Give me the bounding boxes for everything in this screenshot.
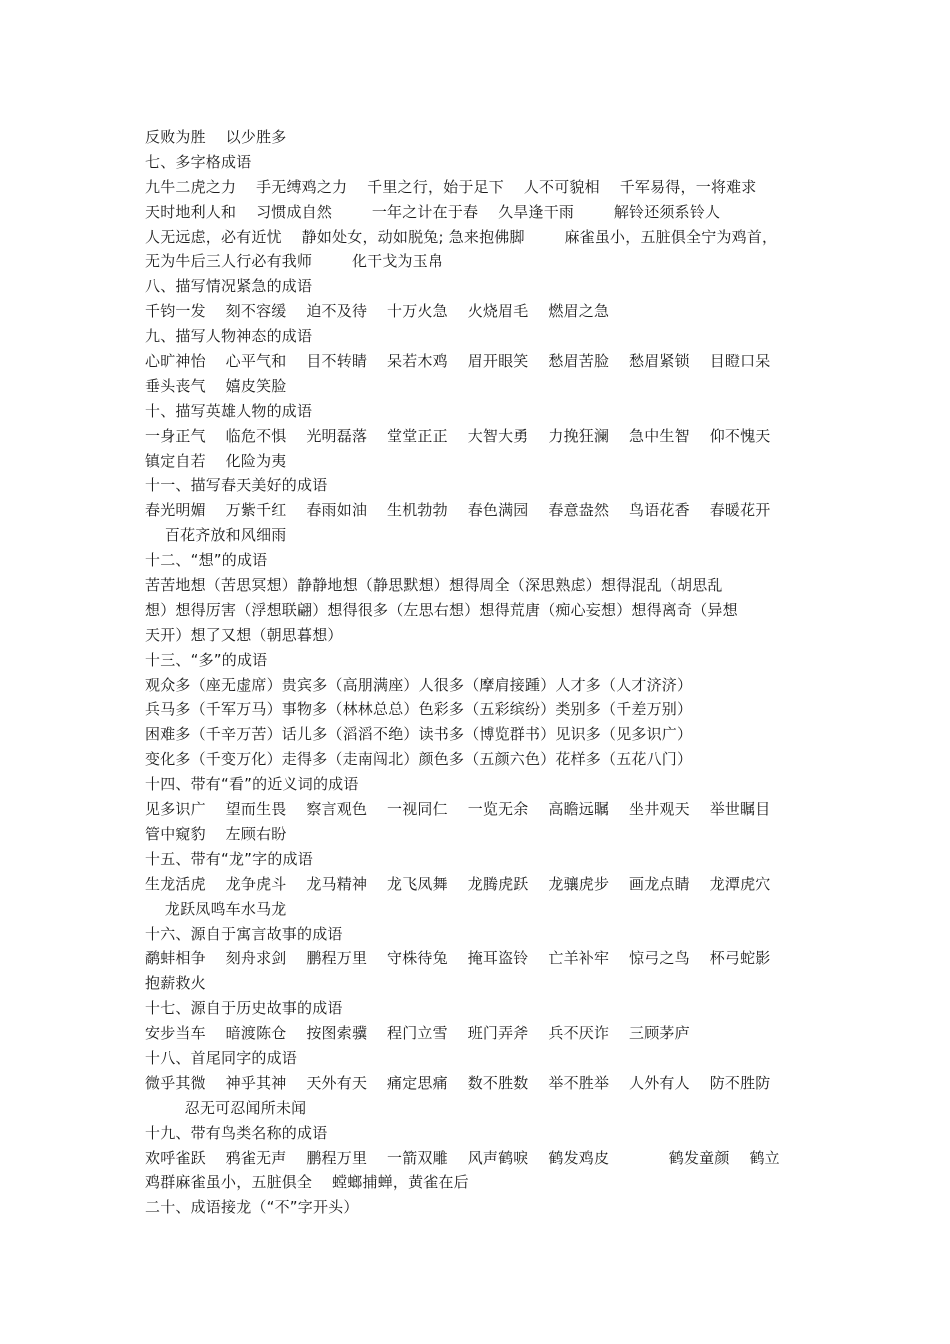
section-heading: 二十、成语接龙（“不”字开头） — [145, 1198, 359, 1217]
text-line: 龙跃凤鸣车水马龙 — [145, 899, 287, 918]
text-line: 垂头丧气 嬉皮笑脸 — [145, 376, 287, 395]
document-body — [145, 125, 835, 1220]
text-line: 想）想得厉害（浮想联翩）想得很多（左思右想）想得荒唐（痴心妄想）想得离奇（异想 — [145, 600, 738, 619]
section-heading: 八、描写情况紧急的成语 — [145, 277, 313, 296]
text-line: 生龙活虎 龙争虎斗 龙马精神 龙飞凤舞 龙腾虎跃 龙骧虎步 画龙点睛 龙潭虎穴 — [145, 874, 771, 893]
text-line: 观众多（座无虚席）贵宾多（高朋满座）人很多（摩肩接踵）人才多（人才济济） — [145, 675, 693, 694]
section-heading: 九、描写人物神态的成语 — [145, 327, 313, 346]
text-line: 管中窥豹 左顾右盼 — [145, 824, 287, 843]
text-line: 安步当车 暗渡陈仓 按图索骥 程门立雪 班门弄斧 兵不厌诈 三顾茅庐 — [145, 1024, 690, 1043]
text-line: 人无远虑，必有近忧 静如处女，动如脱兔; 急来抱佛脚 麻雀虽小，五脏俱全宁为鸡首， — [145, 227, 778, 246]
text-line: 忍无可忍闻所未闻 — [145, 1098, 307, 1117]
text-line: 天时地利人和 习惯成自然 一年之计在于春 久旱逢干雨 解铃还须系铃人 — [145, 202, 721, 221]
text-line: 一身正气 临危不惧 光明磊落 堂堂正正 大智大勇 力挽狂澜 急中生智 仰不愧天 — [145, 426, 771, 445]
text-line: 鹬蚌相争 刻舟求剑 鹏程万里 守株待兔 掩耳盗铃 亡羊补牢 惊弓之鸟 杯弓蛇影 — [145, 949, 771, 968]
text-line: 抱薪救火 — [145, 974, 206, 993]
section-heading: 七、多字格成语 — [145, 152, 252, 171]
section-heading: 十六、源自于寓言故事的成语 — [145, 924, 343, 943]
text-line: 镇定自若 化险为夷 — [145, 451, 287, 470]
text-line: 千钧一发 刻不容缓 迫不及待 十万火急 火烧眉毛 燃眉之急 — [145, 302, 610, 321]
text-line: 困难多（千辛万苦）话儿多（滔滔不绝）读书多（博览群书）见识多（见多识广） — [145, 725, 693, 744]
section-heading: 十八、首尾同字的成语 — [145, 1048, 298, 1067]
text-line: 反败为胜 以少胜多 — [145, 128, 287, 146]
section-heading: 十九、带有鸟类名称的成语 — [145, 1123, 328, 1142]
text-line: 九牛二虎之力 手无缚鸡之力 千里之行，始于足下 人不可貌相 千军易得，一将难求 — [145, 177, 757, 196]
section-heading: 十二、“想”的成语 — [145, 551, 268, 570]
section-heading: 十四、带有“看”的近义词的成语 — [145, 775, 359, 794]
text-line: 变化多（千变万化）走得多（走南闯北）颜色多（五颜六色）花样多（五花八门） — [145, 750, 693, 769]
text-line: 春光明媚 万紫千红 春雨如油 生机勃勃 春色满园 春意盎然 鸟语花香 春暖花开 — [145, 501, 771, 520]
text-line: 心旷神怡 心平气和 目不转睛 呆若木鸡 眉开眼笑 愁眉苦脸 愁眉紧锁 目瞪口呆 — [145, 352, 771, 371]
text-line: 苦苦地想（苦思冥想）静静地想（静思默想）想得周全（深思熟虑）想得混乱（胡思乱 — [145, 576, 723, 595]
text-line: 天开）想了又想（朝思暮想） — [145, 625, 343, 644]
text-line: 鸡群麻雀虽小，五脏俱全 螳螂捕蝉，黄雀在后 — [145, 1173, 469, 1192]
text-line: 无为牛后三人行必有我师 化干戈为玉帛 — [145, 252, 444, 271]
text-line: 欢呼雀跃 鸦雀无声 鹏程万里 一箭双雕 风声鹤唳 鹤发鸡皮 鹤发童颜 鹤立 — [145, 1148, 780, 1167]
text-line: 见多识广 望而生畏 察言观色 一视同仁 一览无余 高瞻远瞩 坐井观天 举世瞩目 — [145, 800, 771, 819]
section-heading: 十五、带有“龙”字的成语 — [145, 849, 313, 868]
section-heading: 十一、描写春天美好的成语 — [145, 476, 328, 495]
text-line: 兵马多（千军万马）事物多（林林总总）色彩多（五彩缤纷）类别多（千差万别） — [145, 700, 693, 719]
text-line: 百花齐放和风细雨 — [145, 526, 287, 545]
section-heading: 十、描写英雄人物的成语 — [145, 401, 313, 420]
text-line: 微乎其微 神乎其神 天外有天 痛定思痛 数不胜数 举不胜举 人外有人 防不胜防 — [145, 1073, 771, 1092]
section-heading: 十三、“多”的成语 — [145, 650, 268, 669]
section-heading: 十七、源自于历史故事的成语 — [145, 999, 343, 1018]
